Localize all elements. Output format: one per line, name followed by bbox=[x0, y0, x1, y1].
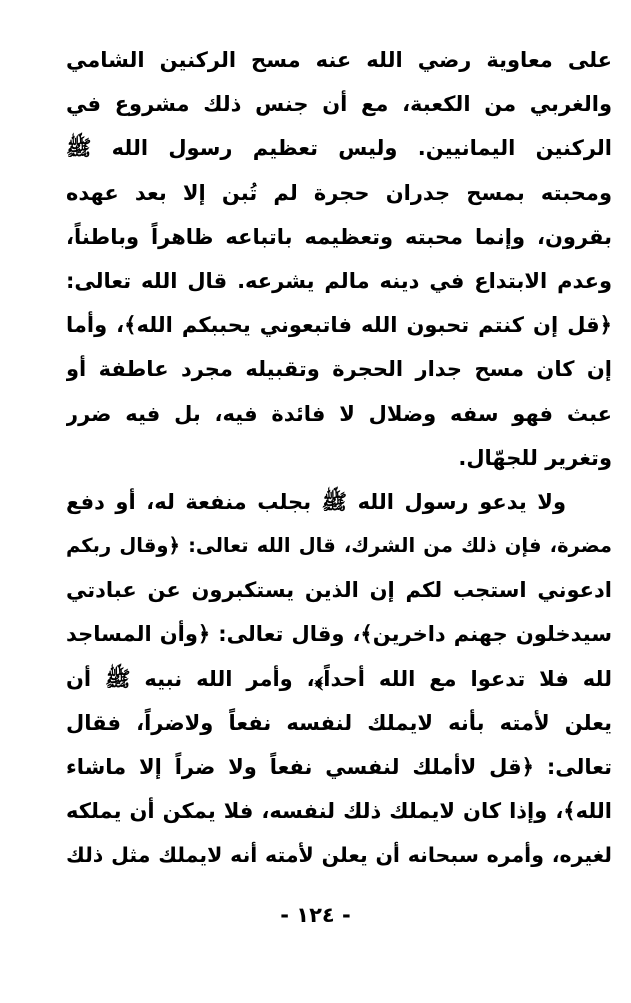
text-line: الله﴾، وإذا كان لايملك ذلك لنفسه، فلا يمكن أن يملكه bbox=[66, 799, 612, 824]
text-line: يعلن لأمته بأنه لايملك لنفسه نفعاً ولاضراً، فقال bbox=[66, 710, 612, 735]
text-line: ﴿قل إن كنتم تحبون الله فاتبعوني يحببكم الله﴾، وأما bbox=[66, 313, 612, 338]
text-line: سيدخلون جهنم داخرين﴾، وقال تعالى: ﴿وأن المساجد bbox=[66, 622, 612, 647]
text-line: لله فلا تدعوا مع الله أحداً﴾، وأمر الله نبيه ﷺ أن bbox=[66, 666, 612, 691]
page-number: - ١٢٤ - bbox=[280, 903, 351, 927]
text-line: ومحبته بمسح جدران حجرة لم تُبن إلا بعد عهده bbox=[66, 180, 612, 205]
text-line: لغيره، وأمره سبحانه أن يعلن لأمته أنه لايملك مثل ذلك bbox=[66, 843, 612, 868]
text-line: عبث فهو سفه وضلال لا فائدة فيه، بل فيه ضرر bbox=[66, 401, 612, 426]
text-line: تعالى: ﴿قل لاأملك لنفسي نفعاً ولا ضراً إلا ماشاء bbox=[66, 755, 612, 779]
text-line: الركنين اليمانيين. وليس تعظيم رسول الله ﷺ bbox=[66, 136, 612, 161]
text-line: على معاوية رضي الله عنه مسح الركنين الشامي bbox=[66, 48, 612, 72]
body-text bbox=[66, 38, 612, 878]
text-line: ولا يدعو رسول الله ﷺ بجلب منفعة له، أو دفع bbox=[66, 489, 566, 514]
text-line: إن كان مسح جدار الحجرة وتقبيله مجرد عاطفة أو bbox=[66, 357, 612, 382]
text-line: وعدم الابتداع في دينه مالم يشرعه. قال الله تعالى: bbox=[66, 268, 612, 293]
text-line: ادعوني استجب لكم إن الذين يستكبرون عن عبادتي bbox=[66, 578, 612, 603]
text-line: والغربي من الكعبة، مع أن جنس ذلك مشروع في bbox=[66, 92, 612, 117]
text-line: وتغرير للجهّال. bbox=[458, 445, 612, 470]
text-line: مضرة، فإن ذلك من الشرك، قال الله تعالى: ﴿وقال ربكم bbox=[66, 534, 612, 558]
text-line: بقرون، وإنما محبته وتعظيمه باتباعه ظاهراً وباطناً، bbox=[66, 224, 612, 249]
